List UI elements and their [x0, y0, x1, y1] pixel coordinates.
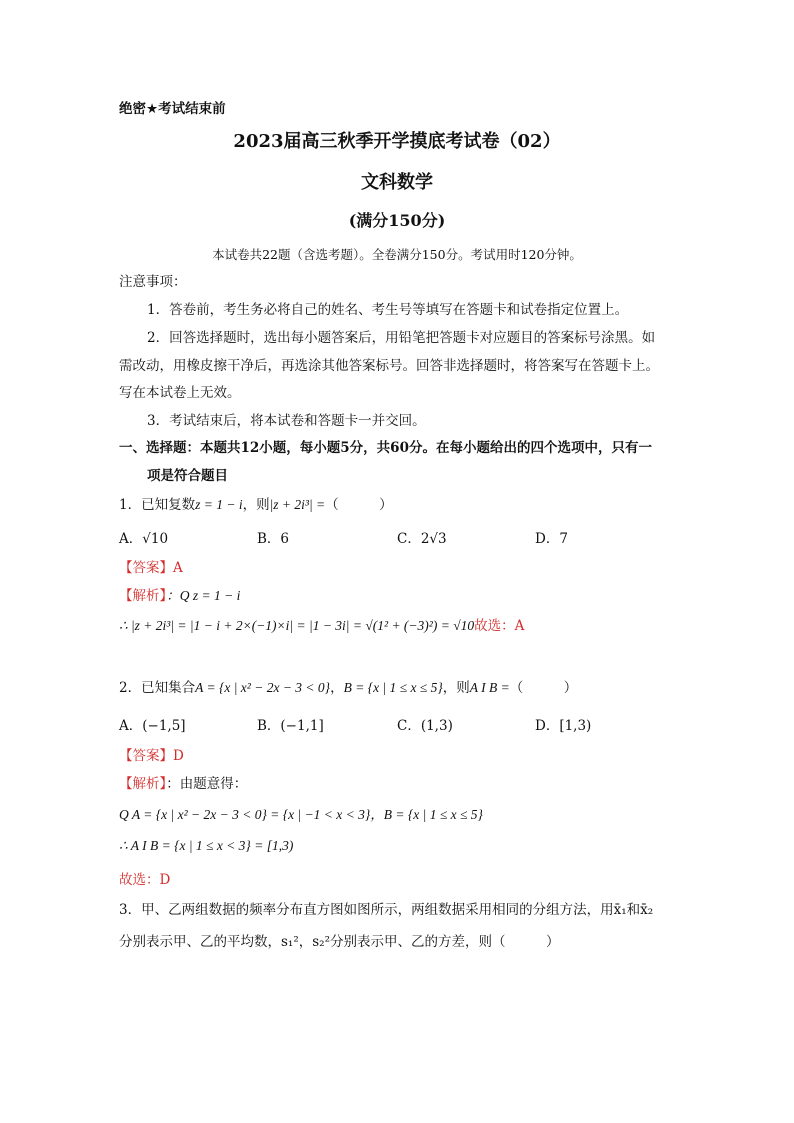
- q2-answer-label: 【答案】: [119, 748, 173, 764]
- q3-stem-line2: 分别表示甲、乙的平均数，s₁²，s₂²分别表示甲、乙的方差，则（ ）: [119, 934, 560, 950]
- notes-heading: 注意事项：: [119, 274, 187, 290]
- q2-stem: [119, 676, 577, 696]
- q1-option-b: B．6: [257, 531, 290, 547]
- q2-stem-ask: ，则: [442, 680, 470, 696]
- q1-analysis: [119, 584, 240, 604]
- q2-answer-value: D: [173, 748, 184, 764]
- q2-analysis: [119, 772, 247, 792]
- q2-option-b: B．(−1,1]: [257, 718, 324, 734]
- section-heading-line2: 项是符合题目: [147, 468, 228, 484]
- subject-title: 文科数学: [361, 172, 433, 193]
- q1-analysis-label: 【解析】: [119, 588, 167, 604]
- q2-option-d: D．[1,3): [535, 718, 592, 734]
- q1-stem: [119, 493, 393, 513]
- q1-solution: [119, 614, 524, 634]
- q1-stem-expr: |z + 2i³| =: [269, 497, 326, 512]
- q2-stem-prefix: 2．已知集合: [119, 680, 196, 696]
- q2-option-a: A．(−1,5]: [119, 718, 186, 734]
- q2-answer: [119, 744, 184, 764]
- q1-option-c: C．2√3: [397, 531, 447, 547]
- q2-stem-sep: ，: [330, 680, 344, 696]
- q2-stem-paren: （ ）: [509, 680, 578, 696]
- q2-solution-line1: Q A = {x | x² − 2x − 3 < 0} = {x | −1 < x < 3}，B = {x | 1 ≤ x ≤ 5}: [119, 807, 483, 822]
- full-score: (满分150分): [348, 211, 446, 230]
- q1-answer-label: 【答案】: [119, 560, 173, 576]
- secret-label: 绝密★考试结束前: [119, 101, 226, 117]
- note-2-line1: 2．回答选择题时，选出每小题答案后，用铅笔把答题卡对应题目的答案标号涂黑。如: [147, 330, 656, 346]
- section-heading-line1: 一、选择题：本题共12小题，每小题5分，共60分。在每小题给出的四个选项中，只有一: [119, 440, 652, 456]
- q1-stem-prefix: 1．已知复数: [119, 497, 196, 513]
- q2-analysis-label: 【解析】: [119, 776, 167, 792]
- q2-stem-a: A = {x | x² − 2x − 3 < 0}: [195, 680, 331, 695]
- q2-stem-b: B = {x | 1 ≤ x ≤ 5}: [343, 680, 443, 695]
- q1-stem-z: z = 1 − i: [195, 497, 243, 512]
- q1-analysis-text: ：Q z = 1 − i: [166, 588, 241, 603]
- q1-option-a: A．√10: [119, 531, 169, 547]
- q1-stem-paren: （ ）: [325, 497, 393, 513]
- q1-choose: 故选：A: [474, 618, 525, 634]
- exam-intro: 本试卷共22题（含选考题）。全卷满分150分。考试用时120分钟。: [212, 247, 582, 262]
- q2-option-c: C．(1,3): [397, 718, 453, 734]
- q2-solution-line2: ∴ A I B = {x | 1 ≤ x < 3} = [1,3): [119, 838, 294, 853]
- q2-analysis-text: ：由题意得：: [166, 776, 248, 792]
- exam-title: 2023届高三秋季开学摸底考试卷（02）: [233, 131, 561, 152]
- q1-option-d: D．7: [535, 531, 568, 547]
- q1-stem-mid: ，则: [242, 497, 270, 513]
- note-2-line2: 需改动，用橡皮擦干净后，再选涂其他答案标号。回答非选择题时，将答案写在答题卡上。: [119, 358, 659, 374]
- q2-stem-expr: A I B =: [469, 680, 510, 695]
- q1-answer: [119, 556, 183, 576]
- note-1: 1．答卷前，考生务必将自己的姓名、考生号等填写在答题卡和试卷指定位置上。: [147, 302, 629, 318]
- q3-stem-line1: 3．甲、乙两组数据的频率分布直方图如图所示，两组数据采用相同的分组方法，用x̄₁和x̄₂: [119, 902, 654, 918]
- q2-choose: 故选：D: [119, 872, 171, 888]
- q1-answer-value: A: [173, 560, 183, 576]
- note-3: 3．考试结束后，将本试卷和答题卡一并交回。: [147, 413, 426, 429]
- note-2-line3: 写在本试卷上无效。: [119, 385, 241, 401]
- q1-solution-line: ∴ |z + 2i³| = |1 − i + 2×(−1)×i| = |1 − 3i| = √(1² + (−3)²) = √10: [119, 618, 475, 633]
